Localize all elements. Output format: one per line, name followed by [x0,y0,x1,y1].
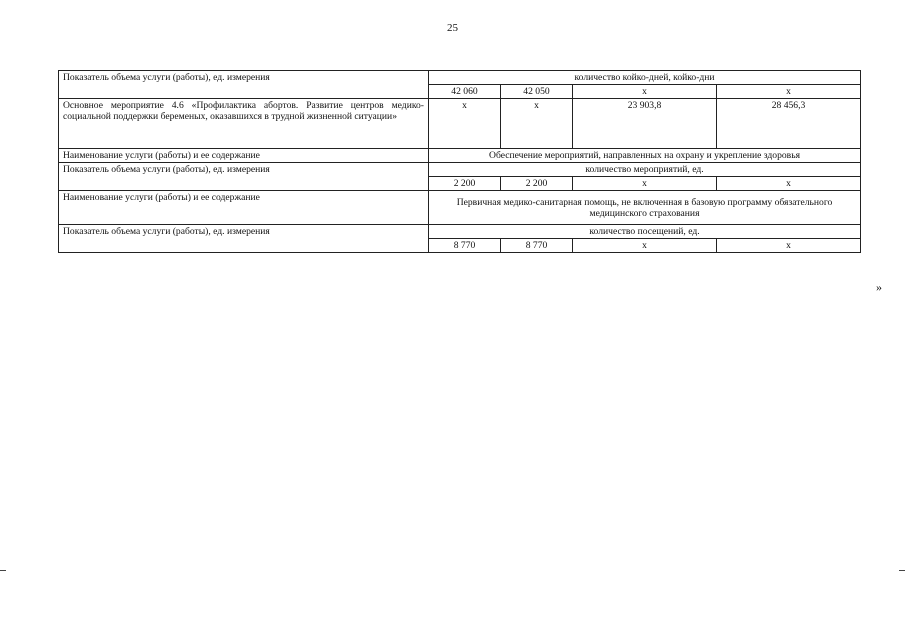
value-cell: 8 770 [429,239,501,253]
service-content: Первичная медико-санитарная помощь, не включенная в базовую программу обязательного медицинского страхования [429,191,861,225]
value-cell: х [717,239,861,253]
table-row [59,71,861,85]
value-cell: 28 456,3 [717,99,861,149]
measure-unit: количество посещений, ед. [429,225,861,239]
value-cell: х [717,85,861,99]
table-row [59,99,861,149]
scan-edge-mark [899,570,905,571]
row-label: Показатель объема услуги (работы), ед. измерения [59,225,429,253]
value-cell: 2 200 [501,177,573,191]
value-cell: х [717,177,861,191]
program-table [58,70,861,253]
page-number: 25 [447,22,458,34]
value-cell: х [429,99,501,149]
table-row [59,163,861,177]
value-cell: 8 770 [501,239,573,253]
value-cell: х [501,99,573,149]
table-row [59,191,861,225]
service-content: Обеспечение мероприятий, направленных на охрану и укрепление здоровья [429,149,861,163]
measure-unit: количество койко-дней, койко-дни [429,71,861,85]
value-cell: х [573,239,717,253]
activity-label: Основное мероприятие 4.6 «Профилактика абортов. Развитие центров медико-социальной поддержки беременых, оказавшихся в трудной жизненной ситуации» [59,99,429,149]
value-cell: 23 903,8 [573,99,717,149]
value-cell: 42 050 [501,85,573,99]
table-row [59,225,861,239]
scan-edge-mark [0,570,6,571]
measure-unit: количество мероприятий, ед. [429,163,861,177]
value-cell: 2 200 [429,177,501,191]
row-label: Показатель объема услуги (работы), ед. измерения [59,71,429,99]
closing-quote: » [876,280,882,294]
value-cell: х [573,177,717,191]
row-label: Наименование услуги (работы) и ее содержание [59,149,429,163]
value-cell: 42 060 [429,85,501,99]
table-row [59,149,861,163]
row-label: Наименование услуги (работы) и ее содержание [59,191,429,225]
value-cell: х [573,85,717,99]
row-label: Показатель объема услуги (работы), ед. измерения [59,163,429,191]
